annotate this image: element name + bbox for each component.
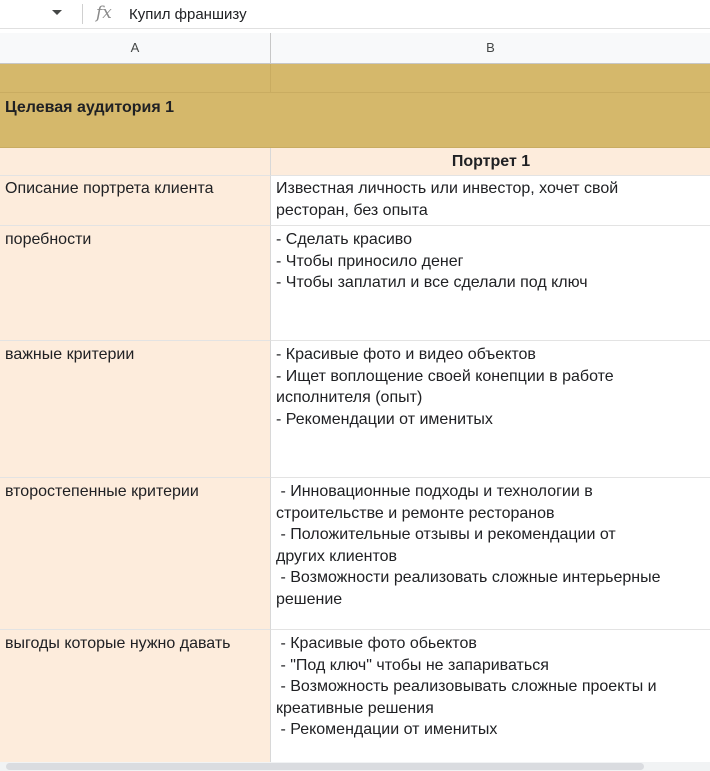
row-value-cell[interactable] — [271, 176, 710, 226]
row-label-cell[interactable] — [0, 226, 271, 341]
value-line: - Сделать красиво — [276, 231, 412, 248]
fx-icon: fx — [96, 3, 112, 23]
column-header-a[interactable]: A — [0, 33, 271, 64]
scrollbar-thumb[interactable] — [6, 763, 644, 770]
title-cell-b[interactable] — [271, 93, 710, 148]
row-value-cell[interactable] — [271, 341, 710, 478]
row-label-cell[interactable] — [0, 630, 271, 762]
row-label-secondary-criteria: второстепенные критерии — [5, 483, 199, 500]
value-line: - Красивые фото и видео объектов — [276, 346, 536, 363]
row-value-cell[interactable] — [271, 630, 710, 762]
row-label-cell[interactable] — [0, 176, 271, 226]
value-line: других клиентов — [276, 547, 398, 565]
value-line: строительстве и ремонте ресторанов — [276, 504, 555, 522]
name-box-dropdown-icon[interactable] — [52, 10, 62, 15]
portrait-header-label: Портрет 1 — [451, 153, 531, 170]
value-line: решение — [276, 590, 343, 608]
row-label-description: Описание портрета клиента — [5, 180, 214, 197]
value-line: креативные решения — [276, 699, 434, 717]
row-value-cell[interactable] — [271, 478, 710, 630]
cell-b-top-band[interactable] — [271, 64, 710, 93]
title-cell[interactable] — [0, 93, 271, 148]
value-line: - Рекомендации от именитых — [276, 410, 493, 428]
portrait-header-a[interactable] — [0, 148, 271, 176]
value-line: исполнителя (опыт) — [276, 389, 423, 407]
formula-bar-divider — [82, 4, 83, 24]
row-label-important-criteria: важные критерии — [5, 346, 135, 363]
value-line: - Чтобы приносило денег — [276, 252, 464, 270]
value-line: - Рекомендации от именитых — [276, 721, 498, 739]
value-line: - Возможность реализовывать сложные проекты и — [276, 678, 657, 696]
value-line: - Положительные отзывы и рекомендации от — [276, 526, 616, 544]
row-value-cell[interactable] — [271, 226, 710, 341]
value-line: - Чтобы заплатил и все сделали под ключ — [276, 274, 588, 292]
cell-a-top-band[interactable] — [0, 64, 271, 93]
value-line: - Красивые фото обьектов — [276, 635, 477, 652]
formula-input[interactable]: Купил франшизу — [129, 6, 247, 23]
title-label: Целевая аудитория 1 — [5, 99, 175, 116]
value-line: - Возможности реализовать сложные интерьерные — [276, 569, 661, 587]
row-label-cell[interactable] — [0, 341, 271, 478]
row-label-needs: поребности — [5, 231, 92, 248]
row-label-benefits: выгоды которые нужно давать — [5, 635, 231, 652]
value-line: - Инновационные подходы и технологии в — [276, 483, 593, 500]
value-line: - "Под ключ" чтобы не запариваться — [276, 656, 549, 674]
column-header-b[interactable]: B — [271, 33, 710, 64]
formula-bar — [0, 0, 710, 29]
value-line: ресторан, без опыта — [276, 201, 428, 219]
value-line: Известная личность или инвестор, хочет свой — [276, 180, 619, 197]
horizontal-scrollbar[interactable] — [0, 762, 710, 771]
row-label-cell[interactable] — [0, 478, 271, 630]
value-line: - Ищет воплощение своей конепции в работе — [276, 367, 614, 385]
portrait-header-cell[interactable] — [271, 148, 710, 176]
